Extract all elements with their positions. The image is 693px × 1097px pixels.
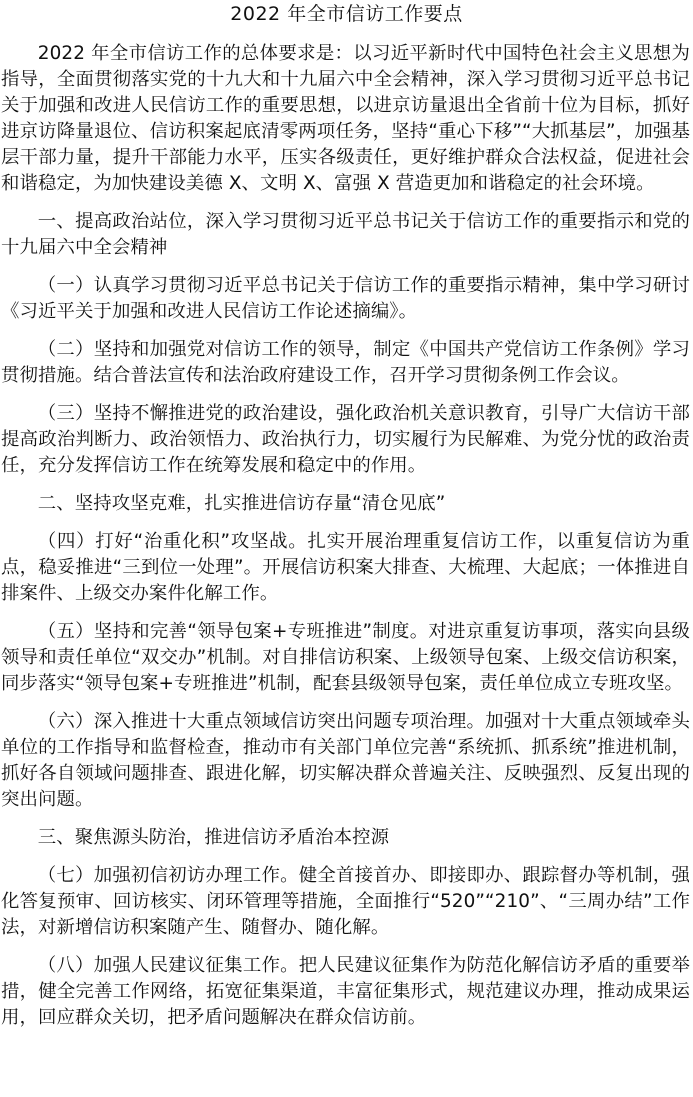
paragraph-item-8: （八）加强人民建议征集工作。把人民建议征集作为防范化解信访矛盾的重要举措，健全完善工作网络，拓宽征集渠道，丰富征集形式，规范建议办理，推动成果运用，回应群众关切，把矛盾问题解决在群众信访前。 (1, 955, 690, 1028)
section-heading-3: 三、聚焦源头防治，推进信访矛盾治本控源 (37, 827, 390, 848)
paragraph-item-7: （七）加强初信初访办理工作。健全首接首办、即接即办、跟踪督办等机制，强化答复预审、回访核实、闭环管理等措施，全面推行“520”“210”、“三周办结”工作法，对新增信访积案随产生、随督办、随化解。 (1, 865, 690, 938)
paragraph-item-2: （二）坚持和加强党对信访工作的领导，制定《中国共产党信访工作条例》学习贯彻措施。结合普法宣传和法治政府建设工作，召开学习贯彻条例工作会议。 (1, 339, 690, 386)
paragraph-item-3: （三）坚持不懈推进党的政治建设，强化政治机关意识教育，引导广大信访干部提高政治判断力、政治领悟力、政治执行力，切实履行为民解难、为党分忧的政治责任，充分发挥信访工作在统筹发展和稳定中的作用。 (1, 403, 690, 476)
section-heading-2: 二、坚持攻坚克难，扎实推进信访存量“清仓见底” (37, 493, 446, 514)
paragraph-item-4: （四）打好“治重化积”攻坚战。扎实开展治理重复信访工作，以重复信访为重点，稳妥推进“三到位一处理”。开展信访积案大排查、大梳理、大起底；一体推进自排案件、上级交办案件化解工作。 (1, 531, 690, 604)
section-heading-1: 一、提高政治站位，深入学习贯彻习近平总书记关于信访工作的重要指示和党的十九届六中全会精神 (1, 211, 690, 258)
paragraph-item-1: （一）认真学习贯彻习近平总书记关于信访工作的重要指示精神，集中学习研讨《习近平关于加强和改进人民信访工作论述摘编》。 (1, 275, 690, 322)
paragraph-overall-requirements: 2022 年全市信访工作的总体要求是：以习近平新时代中国特色社会主义思想为指导，全面贯彻落实党的十九大和十九届六中全会精神，深入学习贯彻习近平总书记关于加强和改进人民信访工作的重要思想，以进京访量退出全省前十位为目标，抓好进京访降量退位、信访积案起底清零两项任务，坚持“重心下移”“大抓基层”，加强基层干部力量，提升干部能力水平，压实各级责任，更好维护群众合法权益，促进社会和谐稳定，为加快建设美德 X、文明 X、富强 X 营造更加和谐稳定的社会环境。 (1, 43, 690, 194)
paragraph-item-5: （五）坚持和完善“领导包案+专班推进”制度。对进京重复访事项，落实向县级领导和责任单位“双交办”机制。对自排信访积案、上级领导包案、上级交信访积案，同步落实“领导包案+专班推进”机制，配套县级领导包案，责任单位成立专班攻坚。 (1, 621, 690, 694)
paragraph-item-6: （六）深入推进十大重点领域信访突出问题专项治理。加强对十大重点领域牵头单位的工作指导和监督检查，推动市有关部门单位完善“系统抓、抓系统”推进机制，抓好各自领域问题排查、跟进化解，切实解决群众普遍关注、反映强烈、反复出现的突出问题。 (1, 711, 690, 810)
document-title: 2022 年全市信访工作要点 (230, 3, 463, 25)
